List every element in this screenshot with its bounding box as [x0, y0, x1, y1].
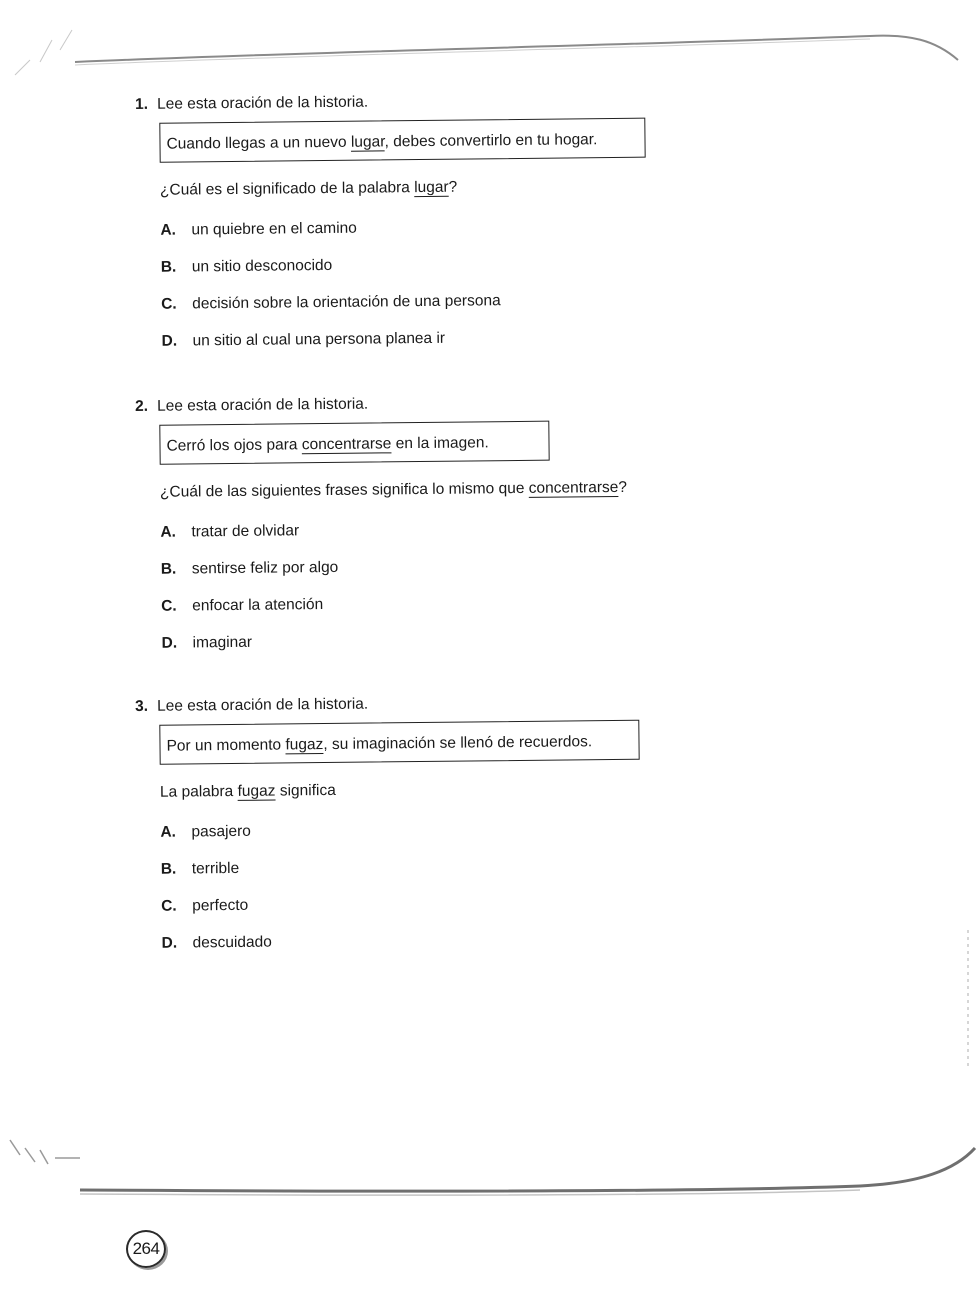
answer-option-b[interactable]	[161, 554, 697, 597]
sentence-box	[159, 421, 549, 465]
prompt-key-word: lugar	[414, 178, 449, 197]
question-prompt	[160, 175, 696, 201]
sentence-box	[159, 720, 639, 765]
sentence-key-word: lugar	[350, 133, 385, 151]
prompt-text-before: ¿Cuál es el significado de la palabra	[159, 179, 415, 199]
option-letter: D.	[161, 332, 178, 350]
answer-option-b[interactable]	[161, 252, 697, 295]
question-number: 1.	[135, 95, 149, 113]
option-text: imaginar	[192, 633, 253, 652]
prompt-text-before: ¿Cuál de las siguientes frases significa lo mismo que	[159, 479, 529, 501]
option-letter: B.	[160, 560, 177, 578]
option-letter: C.	[161, 597, 177, 615]
answer-option-a[interactable]	[160, 215, 696, 258]
sentence-key-word: concentrarse	[301, 435, 392, 454]
option-letter: C.	[161, 295, 177, 313]
question-3	[135, 691, 698, 971]
answer-options	[160, 215, 698, 369]
question-1	[135, 89, 698, 369]
question-number: 2.	[135, 397, 149, 415]
page-number: 264	[126, 1230, 166, 1268]
answer-options	[160, 517, 698, 671]
option-text: sentirse feliz por algo	[191, 558, 339, 578]
option-letter: A.	[160, 221, 177, 239]
question-2	[135, 391, 698, 671]
question-instruction: Lee esta oración de la historia.	[157, 93, 369, 113]
question-prompt	[160, 777, 696, 803]
option-text: un sitio al cual una persona planea ir	[192, 329, 446, 350]
bottom-rule	[80, 1148, 975, 1191]
option-text: tratar de olvidar	[191, 522, 300, 541]
question-prompt	[160, 477, 696, 503]
answer-option-d[interactable]	[161, 628, 697, 671]
question-number: 3.	[135, 697, 149, 715]
option-text: un sitio desconocido	[191, 256, 333, 276]
option-text: decisión sobre la orientación de una persona	[192, 292, 501, 313]
answer-option-a[interactable]	[160, 517, 696, 560]
sentence-text-after: , debes convertirlo en tu hogar.	[384, 131, 598, 151]
answer-options	[160, 817, 698, 971]
sentence-text-after: , su imaginación se llenó de recuerdos.	[323, 733, 593, 754]
answer-option-c[interactable]	[161, 891, 697, 934]
prompt-text-after: ?	[448, 178, 458, 196]
answer-option-d[interactable]	[161, 928, 697, 971]
option-text: enfocar la atención	[192, 596, 324, 615]
question-instruction: Lee esta oración de la historia.	[157, 395, 369, 415]
answer-option-d[interactable]	[161, 326, 697, 369]
answer-option-b[interactable]	[161, 854, 697, 897]
answer-option-c[interactable]	[161, 591, 697, 634]
question-instruction: Lee esta oración de la historia.	[157, 695, 369, 715]
sentence-text-before: Cerró los ojos para	[166, 436, 302, 455]
option-letter: B.	[160, 258, 177, 276]
option-text: un quiebre en el camino	[191, 219, 357, 239]
sentence-text-after: en la imagen.	[391, 434, 489, 453]
prompt-key-word: fugaz	[237, 782, 276, 800]
top-rule	[75, 36, 958, 62]
option-text: descuidado	[192, 933, 272, 952]
option-letter: A.	[160, 823, 177, 841]
top-rule-shadow	[75, 39, 870, 65]
option-letter: A.	[160, 523, 177, 541]
sentence-text-before: Cuando llegas a un nuevo	[166, 133, 352, 153]
option-text: perfecto	[192, 896, 249, 915]
option-text: pasajero	[191, 822, 251, 841]
sentence-key-word: fugaz	[285, 736, 324, 754]
corner-scribble-top	[15, 30, 72, 75]
answer-option-c[interactable]	[161, 289, 697, 332]
sentence-text-before: Por un momento	[166, 736, 286, 755]
option-letter: C.	[161, 897, 177, 915]
option-letter: D.	[161, 934, 178, 952]
prompt-text-before: La palabra	[159, 782, 238, 801]
prompt-text-after: significa	[275, 781, 336, 800]
prompt-key-word: concentrarse	[528, 478, 619, 497]
option-text: terrible	[191, 859, 240, 878]
answer-option-a[interactable]	[160, 817, 696, 860]
option-letter: D.	[161, 634, 178, 652]
option-letter: B.	[160, 860, 177, 878]
prompt-text-after: ?	[618, 478, 628, 496]
sentence-box	[159, 118, 645, 163]
corner-scribble-bottom	[10, 1140, 80, 1164]
